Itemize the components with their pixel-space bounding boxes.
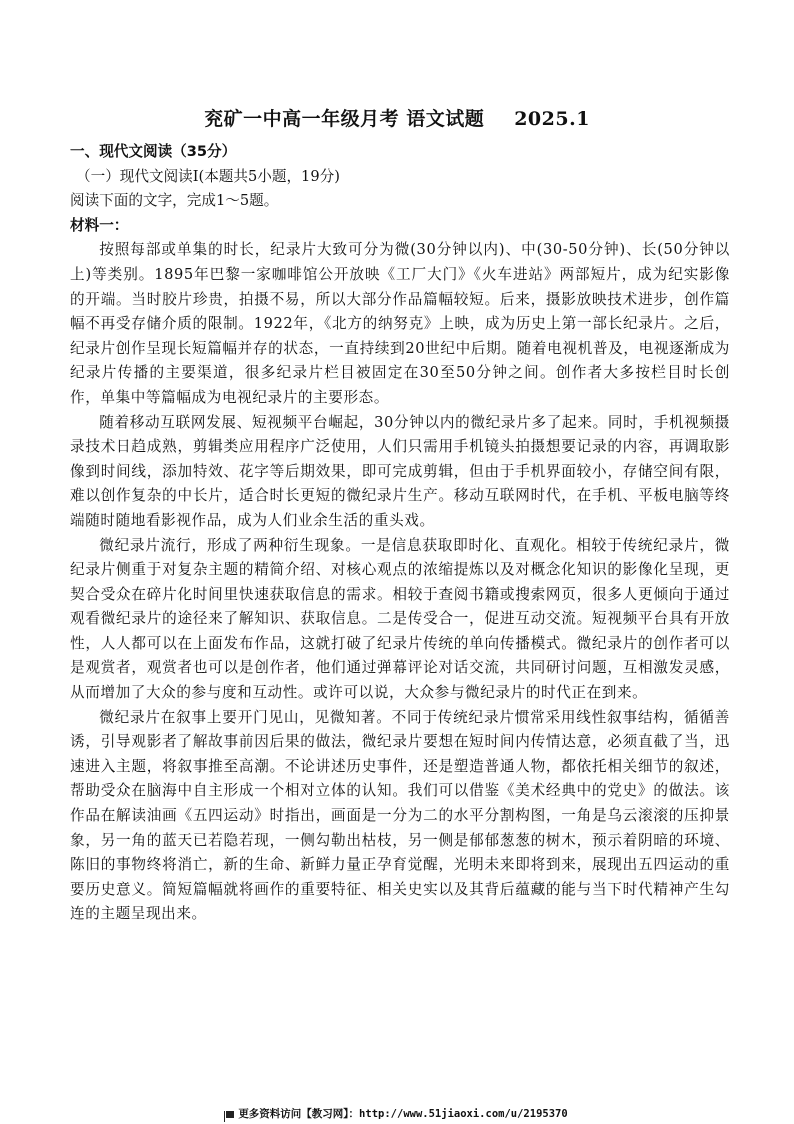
reading-instruction: 阅读下面的文字，完成1～5题。 [70, 192, 279, 210]
section-heading: 一、现代文阅读（35分） [70, 143, 237, 160]
paragraph-3: 微纪录片流行，形成了两种衍生现象。一是信息获取即时化、直观化。相较于传统纪录片，微纪录片侧重于对复杂主题的精简介绍、对核心观点的浓缩提炼以及对概念化知识的影像化呈现，更契合受众在碎片化时间里快速获取信息的需求。相较于查阅书籍或搜索网页，很多人更倾向于通过观看微纪录片的途径来了解知识、获取信息。二是传受合一，促进互动交流。短视频平台具有开放性，人人都可以在上面发布作品，这就打破了纪录片传统的单向传播模式。微纪录片的创作者可以是观赏者，观赏者也可以是创作者，他们通过弹幕评论对话交流，共同研讨问题，互相激发灵感，从而增加了大众的参与度和互动性。或许可以说，大众参与微纪录片的时代正在到来。 [70, 536, 730, 702]
paragraph-2: 随着移动互联网发展、短视频平台崛起，30分钟以内的微纪录片多了起来。同时，手机视频摄录技术日趋成熟，剪辑类应用程序广泛使用，人们只需用手机镜头拍摄想要记录的内容，再调取影像到时间线，添加特效、花字等后期效果，即可完成剪辑，但由于手机界面较小，存储空间有限，难以创作复杂的中长片，适合时长更短的微纪录片生产。移动互联网时代，在手机、平板电脑等终端随时随地看影视作品，成为人们业余生活的重头戏。 [70, 413, 730, 529]
footer-link[interactable]: 更多资料访问【教习网】：http://www.51jiaoxi.com/u/2195370 [238, 1108, 568, 1120]
exam-title: 兖矿一中高一年级月考 语文试题 [204, 108, 485, 130]
paragraph-4: 微纪录片在叙事上要开门见山，见微知著。不同于传统纪录片惯常采用线性叙事结构，循循善诱，引导观影者了解故事前因后果的做法，微纪录片要想在短时间内传情达意，必须直截了当，迅速进入主题，将叙事推至高潮。不论讲述历史事件，还是塑造普通人物，都依托相关细节的叙述，帮助受众在脑海中自主形成一个相对立体的认知。我们可以借鉴《美术经典中的党史》的做法。该作品在解读油画《五四运动》时指出，画面是一分为二的水平分割构图，一角是乌云滚滚的压抑景象，另一角的蓝天已若隐若现，一侧勾勒出枯枝，另一侧是郁郁葱葱的树木，预示着阴暗的环境、陈旧的事物终将消亡，新的生命、新鲜力量正孕育觉醒，光明未来即将到来，展现出五四运动的重要历史意义。简短篇幅就将画作的重要特征、相关史实以及其背后蕴藏的能与当下时代精神产生勾连的主题呈现出来。 [70, 708, 730, 923]
flag-icon [226, 1111, 234, 1118]
footer[interactable] [0, 1106, 794, 1121]
reading-section [70, 140, 730, 927]
material-label: 材料一： [70, 216, 129, 234]
paragraph-1: 按照每部或单集的时长，纪录片大致可分为微(30分钟以内)、中(30-50分钟)、长(50分钟以上)等类别。1895年巴黎一家咖啡馆公开放映《工厂大门》《火车进站》两部短片，成为纪实影像的开端。当时胶片珍贵，拍摄不易，所以大部分作品篇幅较短。后来，摄影放映技术进步，创作篇幅不再受存储介质的限制。1922年，《北方的纳努克》上映，成为历史上第一部长纪录片。之后，纪录片创作呈现长短篇幅并存的状态，一直持续到20世纪中后期。随着电视机普及，电视逐渐成为纪录片传播的主要渠道，很多纪录片栏目被固定在30至50分钟之间。创作者大多按栏目时长创作，单集中等篇幅成为电视纪录片的主要形态。 [70, 241, 730, 406]
sub-section-heading: （一）现代文阅读Ⅰ(本题共5小题，19分) [76, 167, 340, 185]
exam-date: 2025.1 [514, 108, 590, 130]
exam-title-row [0, 104, 794, 131]
